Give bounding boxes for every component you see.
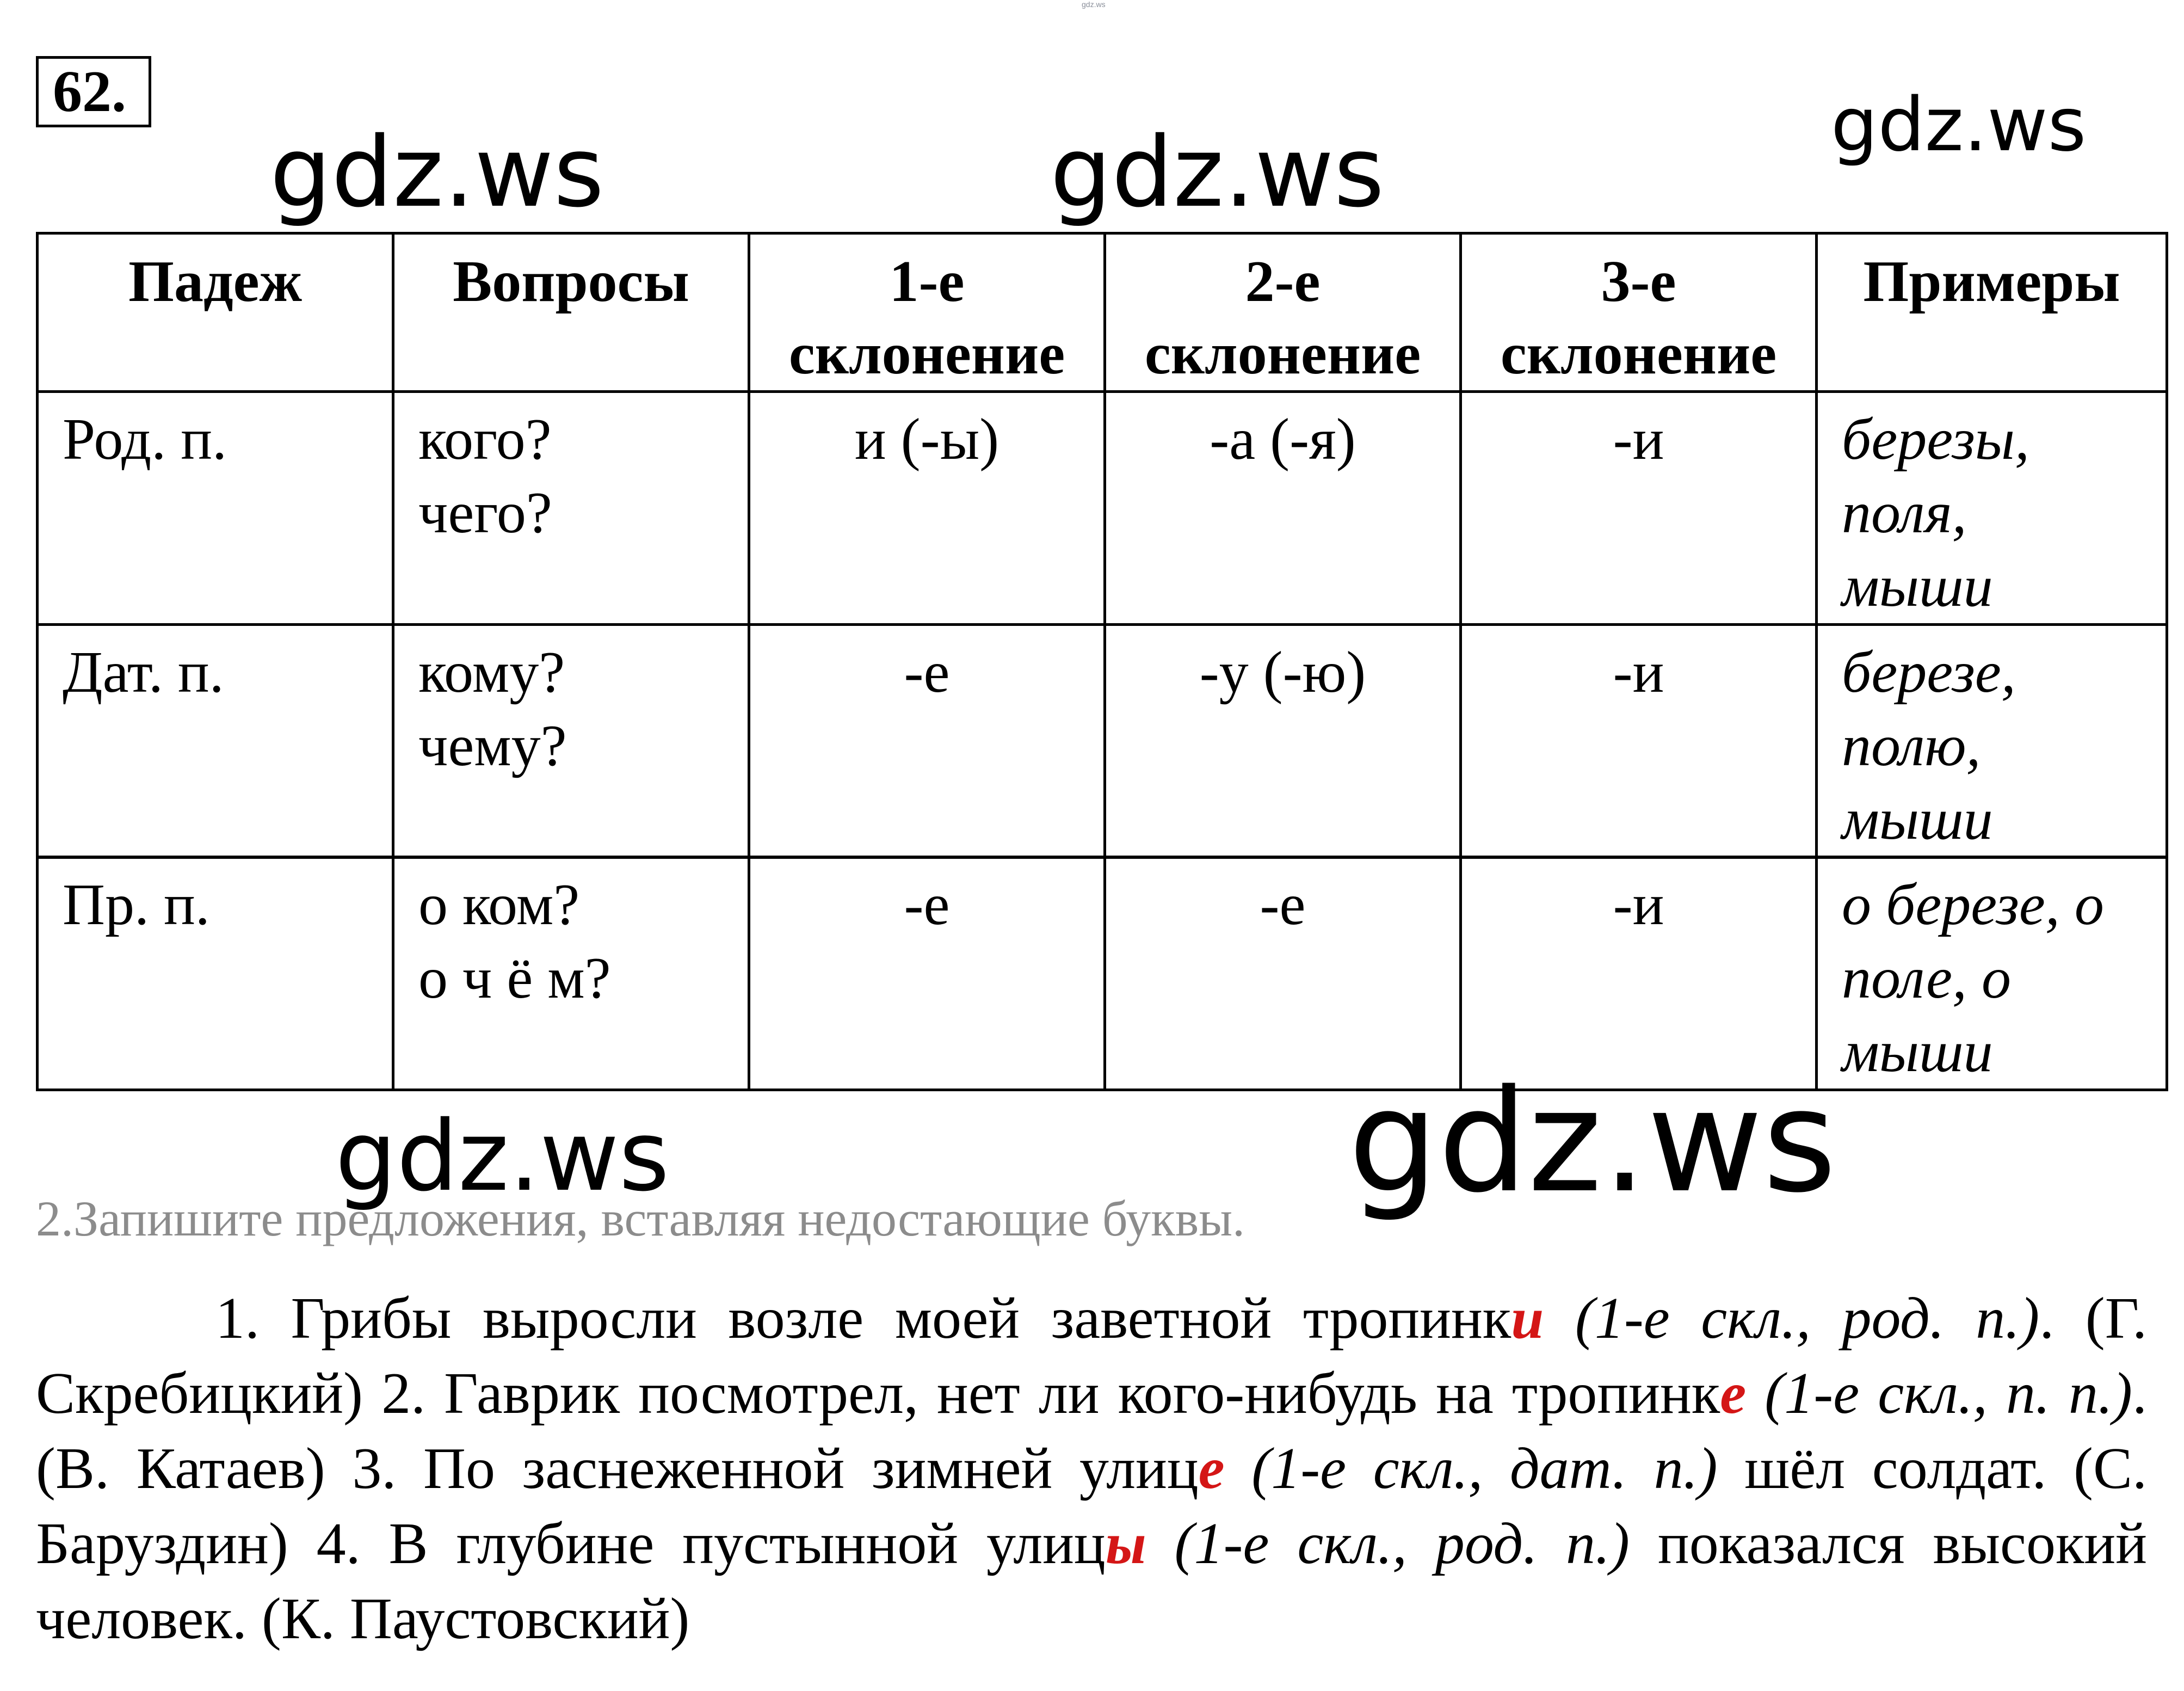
cell-declension-2: -е [1105, 857, 1461, 1090]
cell-case: Дат. п. [38, 625, 393, 858]
cell-declension-2: -у (-ю) [1105, 625, 1461, 858]
grammar-note: (1-е скл., п. п.) [1765, 1361, 2132, 1426]
cell-declension-1: -е [749, 625, 1105, 858]
watermark: gdz.ws [1831, 82, 2087, 168]
cell-examples: березы, поля, мыши [1817, 392, 2167, 625]
cell-declension-3: -и [1461, 857, 1817, 1090]
cell-declension-3: -и [1461, 625, 1817, 858]
sentence-text: 1. Грибы выросли возле моей заветной тропинк [215, 1286, 1511, 1351]
cell-declension-2: -а (-я) [1105, 392, 1461, 625]
inserted-ending: ы [1105, 1511, 1146, 1576]
top-watermark-small: gdz.ws [1082, 0, 1106, 9]
cell-case: Пр. п. [38, 857, 393, 1090]
task-instruction: 2.Запишите предложения, вставляя недостающие буквы. [36, 1191, 1245, 1246]
sentence-text: . (В. Катаев) 3. По заснеженной зимней улиц [36, 1361, 2147, 1501]
cell-declension-1: -е [749, 857, 1105, 1090]
table-header-row [38, 233, 2167, 392]
cell-declension-1: и (-ы) [749, 392, 1105, 625]
inserted-ending: и [1511, 1286, 1544, 1351]
watermark: gdz.ws [1348, 1060, 1837, 1224]
sentence-text: показался высокий человек. (К. Паустовский) [36, 1511, 2148, 1651]
inserted-ending: е [1198, 1436, 1225, 1501]
header-declension-2: 2-е склонение [1105, 233, 1461, 392]
cell-examples: березе, полю, мыши [1817, 625, 2167, 858]
cell-examples: о березе, о поле, о мыши [1817, 857, 2167, 1090]
sentence-text: шёл солдат. (С. Баруздин) 4. В глубине пустынной улиц [36, 1436, 2147, 1576]
watermark: gdz.ws [1050, 116, 1385, 229]
cell-questions: кого? чего? [393, 392, 749, 625]
table-row [38, 392, 2167, 625]
grammar-note: (1-е скл., дат. п.) [1251, 1436, 1718, 1501]
exercise-text [36, 1281, 2147, 1657]
watermark: gdz.ws [335, 1100, 670, 1213]
table-row [38, 857, 2167, 1090]
header-declension-1: 1-е склонение [749, 233, 1105, 392]
header-declension-3: 3-е склонение [1461, 233, 1817, 392]
watermark: gdz.ws [270, 116, 604, 229]
header-examples: Примеры [1817, 233, 2167, 392]
grammar-note: (1-е скл., род. п.) [1575, 1286, 2040, 1351]
task-number-box: 62. [36, 56, 151, 127]
table-row [38, 625, 2167, 858]
cell-declension-3: -и [1461, 392, 1817, 625]
cell-questions: о ком? о ч ё м? [393, 857, 749, 1090]
inserted-ending: е [1720, 1361, 1747, 1426]
header-questions: Вопросы [393, 233, 749, 392]
declension-table [36, 232, 2168, 859]
declension-table-continued [36, 856, 2168, 1091]
grammar-note: (1-е скл., род. п.) [1174, 1511, 1630, 1576]
cell-questions: кому? чему? [393, 625, 749, 858]
header-case: Падеж [38, 233, 393, 392]
sentence-text: . (Г. Скребицкий) 2. Гаврик посмотрел, нет ли кого-нибудь на тропинк [36, 1286, 2147, 1426]
cell-case: Род. п. [38, 392, 393, 625]
